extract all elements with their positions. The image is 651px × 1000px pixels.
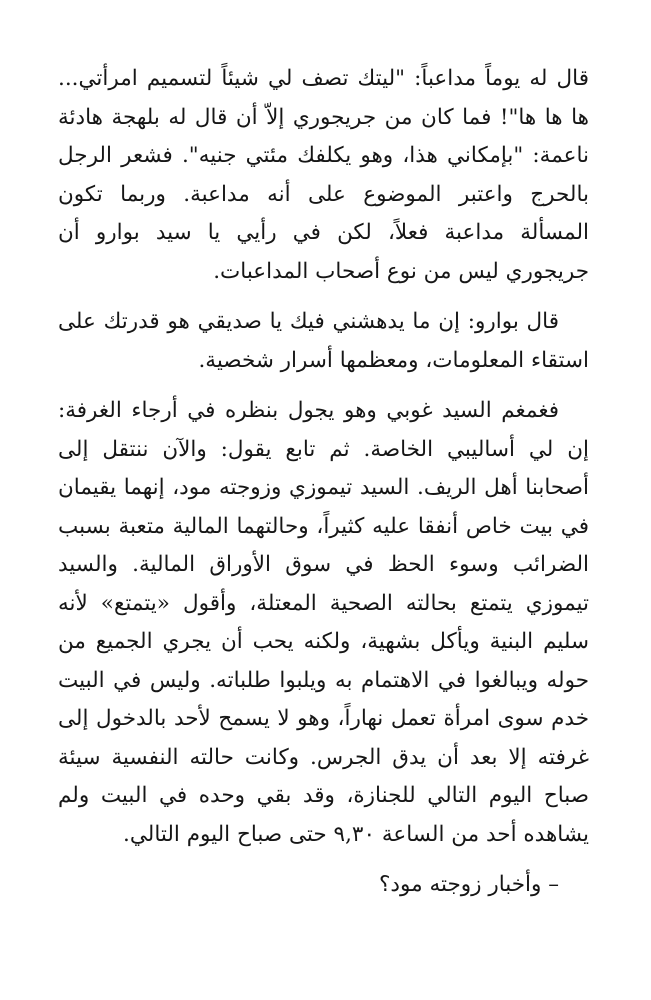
paragraph-poirot-remark: قال بوارو: إن ما يدهشني فيك يا صديقي هو قدرتك على استقاء المعلومات، ومعظمها أسرار شخصية. [58, 309, 589, 373]
paragraph-gregory-joke: قال له يوماً مداعباً: "ليتك تصف لي شيئاً لتسميم امرأتي... ها ها ها"! فما كان من جريجوري إلاّ أن قال له بلهجة هادئة ناعمة: "بإمكاني هذا، وهو يكلفك مئتي جنيه". فشعر الرجل بالحرج واعتبر الموضوع على أنه مداعبة. وربما تكون المسألة مداعبة فعلاً، لكن في رأيي يا سيد بوارو أن جريجوري ليس من نوع أصحاب المداعبات. [58, 66, 589, 284]
paragraph-goby-report: فغمغم السيد غوبي وهو يجول بنظره في أرجاء الغرفة: إن لي أساليبي الخاصة. ثم تابع يقول: والآن ننتقل إلى أصحابنا أهل الريف. السيد تيموزي وزوجته مود، إنهما يقيمان في بيت خاص أنفقا عليه كثيراً، وحالتهما المالية متعبة بسبب الضرائب وسوء الحظ في سوق الأوراق المالية. والسيد تيموزي يتمتع بحالته الصحية المعتلة، وأقول «يتمتع» لأنه سليم البنية ويأكل بشهية، ولكنه يحب أن يجري الجميع من حوله ويبالغوا في الاهتمام به ويلبوا طلباته. وليس في البيت خدم سوى امرأة تعمل نهاراً، وهو لا يسمح لأحد بالدخول إلى غرفته إلا بعد أن يدق الجرس. وكانت حالته النفسية سيئة صباح اليوم التالي للجنازة، وقد بقي وحده في البيت ولم يشاهده أحد من الساعة ٩,٣٠ حتى صباح اليوم التالي. [58, 398, 589, 847]
paragraph-question-maude: – وأخبار زوجته مود؟ [379, 872, 559, 897]
